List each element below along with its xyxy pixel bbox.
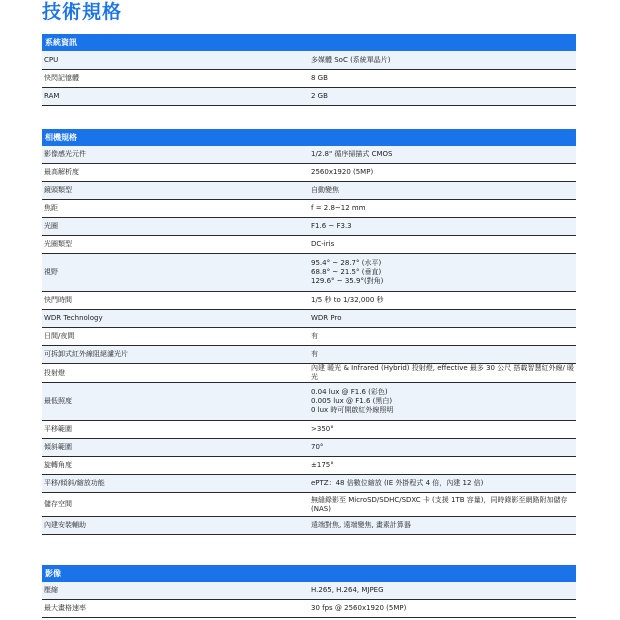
table-row bbox=[42, 421, 576, 439]
spec-label: 光圈 bbox=[42, 218, 309, 236]
spec-label: 光圈類型 bbox=[42, 236, 309, 254]
spec-label: 快閃記憶體 bbox=[42, 70, 309, 88]
spec-label: 快門時間 bbox=[42, 292, 309, 310]
table-row bbox=[42, 164, 576, 182]
spec-value: DC-iris bbox=[309, 236, 576, 254]
spec-value: 0.04 lux @ F1.6 (彩色) 0.005 lux @ F1.6 (黑白) 0 lux 時可開啟紅外線照明 bbox=[309, 383, 576, 421]
spec-value: 有 bbox=[309, 328, 576, 346]
spec-label: 影像感光元件 bbox=[42, 146, 309, 164]
spec-label: 最高解析度 bbox=[42, 164, 309, 182]
spec-value: 2560x1920 (5MP) bbox=[309, 164, 576, 182]
spec-value: 2 GB bbox=[309, 88, 576, 106]
spec-value: ePTZ：48 倍數位縮放 (IE 外掛程式 4 倍，內建 12 倍) bbox=[309, 475, 576, 493]
spec-value: F1.6 ~ F3.3 bbox=[309, 218, 576, 236]
spec-label: 可拆卸式紅外線阻絕濾光片 bbox=[42, 346, 309, 364]
table-row bbox=[42, 51, 576, 70]
spec-value: 內建 暖光 & Infrared (Hybrid) 投射燈, effective 最多 30 公尺 搭載智慧紅外線/ 暖光 bbox=[311, 364, 575, 381]
table-row bbox=[42, 200, 576, 218]
video-table bbox=[42, 565, 576, 618]
section-header-camera-specs: 相機規格 bbox=[42, 129, 576, 146]
spec-value: 有 bbox=[309, 346, 576, 364]
spec-value: 1/5 秒 to 1/32,000 秒 bbox=[309, 292, 576, 310]
system-info-table bbox=[42, 34, 576, 106]
spec-label: 最低照度 bbox=[42, 383, 309, 421]
spec-label: 壓縮 bbox=[42, 582, 309, 600]
table-row bbox=[42, 88, 576, 106]
spec-value: WDR Pro bbox=[309, 310, 576, 328]
spec-value: 無縫錄影至 MicroSD/SDHC/SDXC 卡 (支援 1TB 容量)，同時錄影至網路附加儲存 (NAS) bbox=[309, 493, 576, 517]
table-row bbox=[42, 182, 576, 200]
spec-label: 旋轉角度 bbox=[42, 457, 309, 475]
spec-label: 最大畫格速率 bbox=[42, 600, 309, 618]
table-row bbox=[42, 439, 576, 457]
spec-label: 鏡頭類型 bbox=[42, 182, 309, 200]
table-row bbox=[42, 236, 576, 254]
spec-value: f = 2.8~12 mm bbox=[309, 200, 576, 218]
table-row bbox=[42, 146, 576, 164]
section-header-video: 影像 bbox=[42, 565, 576, 582]
table-row bbox=[42, 475, 576, 493]
spec-value: 多媒體 SoC (系統單晶片) bbox=[309, 51, 576, 70]
table-row bbox=[42, 310, 576, 328]
table-row bbox=[42, 292, 576, 310]
table-row bbox=[42, 457, 576, 475]
table-row bbox=[42, 254, 576, 292]
spec-label: WDR Technology bbox=[42, 310, 309, 328]
table-row bbox=[42, 70, 576, 88]
spec-label: 投射燈 bbox=[42, 364, 309, 383]
table-row bbox=[42, 364, 576, 383]
spec-label: 平移範圍 bbox=[42, 421, 309, 439]
spec-label: 儲存空間 bbox=[42, 493, 309, 517]
table-row bbox=[42, 383, 576, 421]
section-header-system-info: 系統資訊 bbox=[42, 34, 576, 51]
table-row bbox=[42, 218, 576, 236]
spec-value: ±175° bbox=[309, 457, 576, 475]
spec-value: >350° bbox=[309, 421, 576, 439]
spec-value: 70° bbox=[309, 439, 576, 457]
table-row bbox=[42, 600, 576, 618]
table-row bbox=[42, 346, 576, 364]
spec-value: 95.4° ~ 28.7° (水平) 68.8° ~ 21.5° (垂直) 129.6° ~ 35.9°(對角) bbox=[309, 254, 576, 292]
spec-value: 8 GB bbox=[309, 70, 576, 88]
spec-value: 30 fps @ 2560x1920 (5MP) bbox=[309, 600, 576, 618]
table-row bbox=[42, 582, 576, 600]
spec-label: 傾斜範圍 bbox=[42, 439, 309, 457]
spec-value: 自動變焦 bbox=[309, 182, 576, 200]
spec-label: RAM bbox=[42, 88, 309, 106]
spec-label: 平移/傾斜/縮放功能 bbox=[42, 475, 309, 493]
table-row bbox=[42, 493, 576, 517]
spec-label: 視野 bbox=[42, 254, 309, 292]
spec-label: 內建安裝輔助 bbox=[42, 517, 309, 535]
spec-label: 焦距 bbox=[42, 200, 309, 218]
spec-value: 遠端對焦, 遠端變焦, 畫素計算器 bbox=[309, 517, 576, 535]
page-title: 技術規格 bbox=[42, 1, 123, 23]
camera-specs-table bbox=[42, 129, 576, 535]
table-row bbox=[42, 328, 576, 346]
table-row bbox=[42, 517, 576, 535]
spec-label: CPU bbox=[42, 51, 309, 70]
spec-value: H.265, H.264, MJPEG bbox=[309, 582, 576, 600]
spec-value: 1/2.8" 循序掃描式 CMOS bbox=[309, 146, 576, 164]
spec-label: 日間/夜間 bbox=[42, 328, 309, 346]
